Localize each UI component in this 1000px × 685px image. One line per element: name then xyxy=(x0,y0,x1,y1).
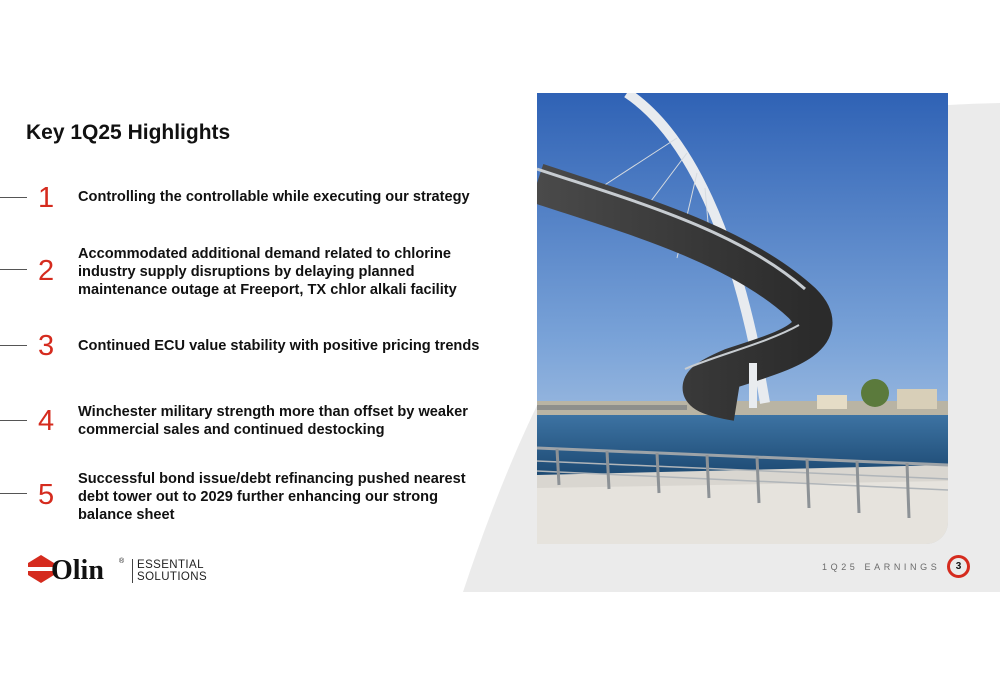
page-number-badge: 3 xyxy=(947,555,970,578)
highlight-dash xyxy=(0,345,27,346)
highlight-text: Winchester military strength more than offset by weaker commercial sales and continued destocking xyxy=(78,404,468,438)
highlight-number: 5 xyxy=(38,479,55,511)
logo-tagline-line2: SOLUTIONS xyxy=(137,571,208,583)
highlight-number: 2 xyxy=(38,255,55,287)
highlight-number: 1 xyxy=(38,182,55,214)
bridge-photo xyxy=(537,93,948,544)
highlight-text: Controlling the controllable while executing our strategy xyxy=(78,189,470,205)
highlight-number: 4 xyxy=(38,405,55,437)
highlight-text: Accommodated additional demand related to chlorine industry supply disruptions by delaying planned maintenance outage at Freeport, TX chlor alkali facility xyxy=(78,246,457,298)
highlight-text: Successful bond issue/debt refinancing pushed nearest debt tower out to 2029 further enhancing our strong balance sheet xyxy=(78,471,466,523)
footer-label: 1Q25 EARNINGS xyxy=(822,562,941,572)
olin-registered-mark: ® xyxy=(119,558,125,565)
highlight-text: Continued ECU value stability with positive pricing trends xyxy=(78,338,480,354)
slide-title: Key 1Q25 Highlights xyxy=(26,121,231,144)
highlight-number: 3 xyxy=(38,330,55,362)
olin-logo xyxy=(26,553,128,585)
logo-tagline xyxy=(132,559,207,583)
highlight-dash xyxy=(0,420,27,421)
highlight-dash xyxy=(0,269,27,270)
olin-wordmark: Olin xyxy=(51,555,104,585)
highlight-dash xyxy=(0,197,27,198)
logo-tagline-line1: ESSENTIAL xyxy=(137,559,204,571)
highlight-dash xyxy=(0,493,27,494)
